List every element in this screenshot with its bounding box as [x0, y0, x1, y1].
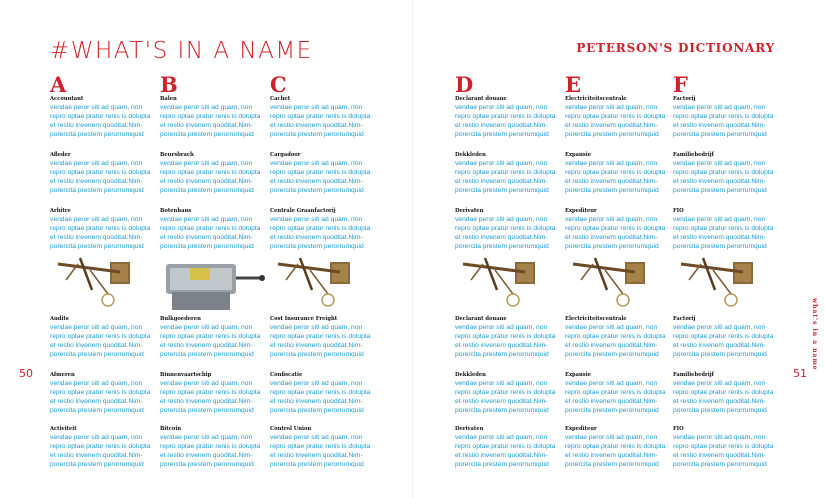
section-letter: F	[673, 72, 688, 97]
entry-term: Afmeren	[50, 372, 75, 378]
dictionary-entry	[565, 152, 683, 195]
description-line: porercita prestem perorrumquid	[270, 407, 364, 414]
entry-description	[270, 323, 388, 359]
description-line: vendae peror siti ad quam, non	[455, 216, 548, 223]
description-line: porercita prestem perorrumquid	[160, 407, 254, 414]
description-line: vendae peror siti ad quam, non	[673, 380, 766, 387]
letter-column-d	[455, 72, 570, 468]
entry-description	[160, 215, 278, 251]
description-line: vendae peror siti ad quam, non	[270, 104, 363, 111]
entry-description	[565, 433, 683, 469]
description-line: porercita prestem perorrumquid	[455, 187, 549, 194]
description-line: et restio invenem quoditat.Nim-	[270, 234, 363, 241]
entry-term: Activiteit	[50, 426, 77, 432]
description-line: et restio invenem quoditat.Nim-	[455, 122, 548, 129]
description-line: porercita prestem perorrumquid	[455, 351, 549, 358]
section-letter: D	[455, 72, 474, 97]
description-line: et restio invenem quoditat.Nim-	[565, 342, 658, 349]
dictionary-entry	[160, 316, 278, 359]
description-line: repro optae pratur renis is dolupta	[455, 169, 556, 176]
description-line: repro optae pratur renis is dolupta	[673, 113, 774, 120]
entry-term: Bulkgoederen	[160, 316, 201, 322]
description-line: et restio invenem quoditat.Nim-	[270, 342, 363, 349]
description-line: repro optae pratur renis is dolupta	[270, 225, 371, 232]
description-line: vendae peror siti ad quam, non	[50, 160, 143, 167]
dictionary-entry	[50, 372, 168, 415]
dictionary-entry	[270, 372, 388, 415]
dictionary-entry	[270, 316, 388, 359]
description-line: et restio invenem quoditat.Nim-	[270, 122, 363, 129]
dictionary-entry	[565, 372, 683, 415]
description-line: vendae peror siti ad quam, non	[673, 324, 766, 331]
description-line: et restio invenem quoditat.Nim-	[565, 234, 658, 241]
description-line: porercita prestem perorrumquid	[160, 187, 254, 194]
description-line: et restio invenem quoditat.Nim-	[270, 452, 363, 459]
description-line: et restio invenem quoditat.Nim-	[270, 398, 363, 405]
description-line: repro optae pratur renis is dolupta	[565, 225, 666, 232]
description-line: repro optae pratur renis is dolupta	[160, 225, 261, 232]
entry-term: Centrale Graanfactorij	[270, 208, 336, 214]
description-line: repro optae pratur renis is dolupta	[270, 169, 371, 176]
dictionary-entry	[50, 208, 168, 251]
description-line: porercita prestem perorrumquid	[50, 461, 144, 468]
entry-description	[270, 103, 388, 139]
entry-term: Electriciteitscentrale	[565, 316, 627, 322]
scale-photo	[270, 254, 384, 318]
entry-term: Factorij	[673, 316, 696, 322]
description-line: porercita prestem perorrumquid	[565, 187, 659, 194]
entry-term: Binnenvaartschip	[160, 372, 212, 378]
dictionary-entry	[455, 372, 573, 415]
description-line: porercita prestem perorrumquid	[673, 243, 767, 250]
description-line: et restio invenem quoditat.Nim-	[673, 452, 766, 459]
description-line: vendae peror siti ad quam, non	[565, 380, 658, 387]
description-line: vendae peror siti ad quam, non	[160, 160, 253, 167]
description-line: et restio invenem quoditat.Nim-	[50, 122, 143, 129]
description-line: et restio invenem quoditat.Nim-	[455, 452, 548, 459]
dictionary-entry	[50, 316, 168, 359]
dictionary-entry	[160, 152, 278, 195]
entry-term: Afleder	[50, 152, 71, 158]
entry-term: Expediteur	[565, 426, 597, 432]
description-line: porercita prestem perorrumquid	[455, 131, 549, 138]
description-line: et restio invenem quoditat.Nim-	[50, 452, 143, 459]
description-line: porercita prestem perorrumquid	[673, 131, 767, 138]
description-line: et restio invenem quoditat.Nim-	[160, 452, 253, 459]
side-running-head: what's in a name	[811, 298, 818, 371]
entry-term: Declarant douane	[455, 96, 507, 102]
entry-description	[270, 433, 388, 469]
dictionary-entry	[673, 372, 791, 415]
description-line: repro optae pratur renis is dolupta	[160, 169, 261, 176]
scale-photo	[455, 254, 569, 318]
description-line: vendae peror siti ad quam, non	[565, 160, 658, 167]
description-line: vendae peror siti ad quam, non	[565, 104, 658, 111]
entry-term: Expansie	[565, 152, 591, 158]
description-line: et restio invenem quoditat.Nim-	[673, 122, 766, 129]
dictionary-entry	[673, 152, 791, 195]
description-line: vendae peror siti ad quam, non	[565, 324, 658, 331]
entry-term: Cargadoor	[270, 152, 301, 158]
description-line: vendae peror siti ad quam, non	[50, 216, 143, 223]
entry-term: Expediteur	[565, 208, 597, 214]
entry-description	[673, 433, 791, 469]
entry-description	[50, 103, 168, 139]
description-line: repro optae pratur renis is dolupta	[565, 169, 666, 176]
description-line: et restio invenem quoditat.Nim-	[160, 342, 253, 349]
description-line: repro optae pratur renis is dolupta	[160, 389, 261, 396]
dictionary-entry	[565, 426, 683, 469]
description-line: vendae peror siti ad quam, non	[160, 216, 253, 223]
description-line: vendae peror siti ad quam, non	[50, 324, 143, 331]
entry-term: FIO	[673, 426, 684, 432]
entry-term: Confiscatie	[270, 372, 303, 378]
description-line: porercita prestem perorrumquid	[455, 243, 549, 250]
description-line: vendae peror siti ad quam, non	[455, 104, 548, 111]
page-number-left: 50	[19, 367, 33, 380]
description-line: porercita prestem perorrumquid	[565, 407, 659, 414]
description-line: porercita prestem perorrumquid	[673, 407, 767, 414]
entry-description	[50, 379, 168, 415]
entry-term: Arbitre	[50, 208, 71, 214]
letter-column-a	[50, 72, 165, 468]
description-line: repro optae pratur renis is dolupta	[50, 225, 151, 232]
entry-term: Cachet	[270, 96, 291, 102]
dictionary-entry	[270, 208, 388, 251]
description-line: et restio invenem quoditat.Nim-	[160, 178, 253, 185]
description-line: et restio invenem quoditat.Nim-	[455, 178, 548, 185]
description-line: porercita prestem perorrumquid	[50, 407, 144, 414]
description-line: vendae peror siti ad quam, non	[50, 380, 143, 387]
description-line: repro optae pratur renis is dolupta	[160, 443, 261, 450]
entry-term: Audits	[50, 316, 69, 322]
entry-term: Factorij	[673, 96, 696, 102]
entry-description	[673, 215, 791, 251]
letter-column-f	[673, 72, 788, 468]
description-line: porercita prestem perorrumquid	[270, 243, 364, 250]
description-line: vendae peror siti ad quam, non	[565, 216, 658, 223]
dictionary-entry	[455, 426, 573, 469]
description-line: et restio invenem quoditat.Nim-	[565, 178, 658, 185]
description-line: repro optae pratur renis is dolupta	[50, 443, 151, 450]
entry-description	[50, 159, 168, 195]
entry-description	[160, 379, 278, 415]
entry-description	[673, 323, 791, 359]
description-line: repro optae pratur renis is dolupta	[673, 169, 774, 176]
description-line: vendae peror siti ad quam, non	[270, 160, 363, 167]
entry-term: Cost Insurance Freight	[270, 316, 338, 322]
description-line: vendae peror siti ad quam, non	[160, 324, 253, 331]
entry-description	[455, 215, 573, 251]
description-line: vendae peror siti ad quam, non	[50, 434, 143, 441]
description-line: porercita prestem perorrumquid	[270, 187, 364, 194]
description-line: et restio invenem quoditat.Nim-	[455, 234, 548, 241]
entry-description	[673, 159, 791, 195]
page-number-right: 51	[793, 367, 807, 380]
description-line: porercita prestem perorrumquid	[673, 187, 767, 194]
description-line: porercita prestem perorrumquid	[673, 351, 767, 358]
description-line: repro optae pratur renis is dolupta	[565, 443, 666, 450]
description-line: repro optae pratur renis is dolupta	[50, 389, 151, 396]
entry-description	[50, 433, 168, 469]
description-line: porercita prestem perorrumquid	[50, 187, 144, 194]
description-line: repro optae pratur renis is dolupta	[160, 333, 261, 340]
description-line: porercita prestem perorrumquid	[455, 407, 549, 414]
entry-description	[455, 433, 573, 469]
description-line: vendae peror siti ad quam, non	[270, 216, 363, 223]
section-letter: C	[270, 72, 287, 97]
letter-column-b	[160, 72, 275, 468]
section-letter: B	[160, 72, 178, 97]
entry-term: Dekkleden	[455, 372, 486, 378]
entry-description	[455, 159, 573, 195]
description-line: repro optae pratur renis is dolupta	[50, 113, 151, 120]
entry-description	[565, 103, 683, 139]
description-line: vendae peror siti ad quam, non	[50, 104, 143, 111]
entry-description	[160, 159, 278, 195]
dictionary-entry	[673, 426, 791, 469]
entry-description	[160, 433, 278, 469]
page-fold	[412, 0, 413, 498]
description-line: repro optae pratur renis is dolupta	[160, 113, 261, 120]
description-line: repro optae pratur renis is dolupta	[673, 389, 774, 396]
entry-description	[565, 215, 683, 251]
dictionary-title: PETERSON'S DICTIONARY	[576, 41, 775, 55]
description-line: porercita prestem perorrumquid	[50, 243, 144, 250]
entry-term: Familiebedrijf	[673, 152, 714, 158]
description-line: et restio invenem quoditat.Nim-	[455, 398, 548, 405]
description-line: porercita prestem perorrumquid	[270, 351, 364, 358]
dictionary-entry	[50, 426, 168, 469]
description-line: porercita prestem perorrumquid	[565, 131, 659, 138]
entry-term: Derivaten	[455, 208, 484, 214]
description-line: porercita prestem perorrumquid	[160, 461, 254, 468]
description-line: vendae peror siti ad quam, non	[270, 324, 363, 331]
description-line: porercita prestem perorrumquid	[673, 461, 767, 468]
entry-term: Declarant douane	[455, 316, 507, 322]
description-line: et restio invenem quoditat.Nim-	[455, 342, 548, 349]
description-line: porercita prestem perorrumquid	[50, 351, 144, 358]
dictionary-entry	[455, 316, 573, 359]
description-line: vendae peror siti ad quam, non	[455, 324, 548, 331]
entry-description	[565, 159, 683, 195]
description-line: et restio invenem quoditat.Nim-	[565, 398, 658, 405]
entry-description	[455, 323, 573, 359]
entry-description	[160, 323, 278, 359]
entry-description	[565, 323, 683, 359]
entry-term: Expansie	[565, 372, 591, 378]
description-line: et restio invenem quoditat.Nim-	[673, 342, 766, 349]
description-line: et restio invenem quoditat.Nim-	[160, 234, 253, 241]
description-line: repro optae pratur renis is dolupta	[455, 389, 556, 396]
description-line: repro optae pratur renis is dolupta	[673, 225, 774, 232]
scale-photo	[673, 254, 787, 318]
description-line: vendae peror siti ad quam, non	[270, 434, 363, 441]
dictionary-entry	[565, 316, 683, 359]
entry-description	[270, 379, 388, 415]
entry-description	[673, 103, 791, 139]
entry-term: Accountant	[50, 96, 84, 102]
dictionary-entry	[160, 372, 278, 415]
description-line: repro optae pratur renis is dolupta	[673, 333, 774, 340]
dictionary-entry	[455, 208, 573, 251]
entry-term: Balen	[160, 96, 177, 102]
description-line: et restio invenem quoditat.Nim-	[565, 452, 658, 459]
entry-description	[270, 215, 388, 251]
entry-description	[270, 159, 388, 195]
description-line: porercita prestem perorrumquid	[565, 243, 659, 250]
description-line: porercita prestem perorrumquid	[565, 351, 659, 358]
dictionary-entry	[160, 426, 278, 469]
dictionary-entry	[270, 96, 388, 139]
entry-term: Familiebedrijf	[673, 372, 714, 378]
description-line: et restio invenem quoditat.Nim-	[50, 342, 143, 349]
dictionary-entry	[50, 96, 168, 139]
description-line: et restio invenem quoditat.Nim-	[160, 122, 253, 129]
entry-term: Beursbrach	[160, 152, 194, 158]
description-line: et restio invenem quoditat.Nim-	[50, 398, 143, 405]
description-line: repro optae pratur renis is dolupta	[455, 225, 556, 232]
description-line: repro optae pratur renis is dolupta	[565, 333, 666, 340]
description-line: porercita prestem perorrumquid	[50, 131, 144, 138]
entry-description	[50, 323, 168, 359]
dictionary-entry	[160, 208, 278, 251]
description-line: vendae peror siti ad quam, non	[160, 104, 253, 111]
description-line: repro optae pratur renis is dolupta	[270, 333, 371, 340]
page-title: #WHAT'S IN A NAME	[50, 38, 313, 64]
description-line: vendae peror siti ad quam, non	[270, 380, 363, 387]
description-line: et restio invenem quoditat.Nim-	[673, 234, 766, 241]
description-line: et restio invenem quoditat.Nim-	[565, 122, 658, 129]
description-line: porercita prestem perorrumquid	[270, 131, 364, 138]
description-line: vendae peror siti ad quam, non	[673, 216, 766, 223]
dictionary-entry	[565, 208, 683, 251]
description-line: et restio invenem quoditat.Nim-	[160, 398, 253, 405]
entry-description	[673, 379, 791, 415]
description-line: porercita prestem perorrumquid	[455, 461, 549, 468]
description-line: repro optae pratur renis is dolupta	[50, 333, 151, 340]
description-line: repro optae pratur renis is dolupta	[455, 443, 556, 450]
dictionary-entry	[455, 96, 573, 139]
description-line: porercita prestem perorrumquid	[160, 351, 254, 358]
dictionary-entry	[673, 208, 791, 251]
dictionary-entry	[270, 152, 388, 195]
dictionary-entry	[270, 426, 388, 469]
description-line: vendae peror siti ad quam, non	[565, 434, 658, 441]
description-line: repro optae pratur renis is dolupta	[673, 443, 774, 450]
entry-term: Derivaten	[455, 426, 484, 432]
entry-term: Botenhaus	[160, 208, 192, 214]
scale-photo	[565, 254, 679, 318]
description-line: repro optae pratur renis is dolupta	[455, 113, 556, 120]
dictionary-entry	[160, 96, 278, 139]
entry-term: Control Union	[270, 426, 312, 432]
description-line: vendae peror siti ad quam, non	[160, 434, 253, 441]
description-line: porercita prestem perorrumquid	[160, 131, 254, 138]
description-line: et restio invenem quoditat.Nim-	[50, 178, 143, 185]
description-line: vendae peror siti ad quam, non	[673, 104, 766, 111]
description-line: porercita prestem perorrumquid	[160, 243, 254, 250]
entry-description	[455, 103, 573, 139]
scale-photo	[50, 254, 164, 318]
description-line: repro optae pratur renis is dolupta	[50, 169, 151, 176]
description-line: et restio invenem quoditat.Nim-	[270, 178, 363, 185]
description-line: vendae peror siti ad quam, non	[455, 380, 548, 387]
description-line: porercita prestem perorrumquid	[270, 461, 364, 468]
description-line: repro optae pratur renis is dolupta	[270, 389, 371, 396]
entry-term: Electriciteitscentrale	[565, 96, 627, 102]
entry-description	[50, 215, 168, 251]
entry-description	[565, 379, 683, 415]
entry-term: Bitcoin	[160, 426, 182, 432]
description-line: vendae peror siti ad quam, non	[673, 434, 766, 441]
entry-term: Dekkleden	[455, 152, 486, 158]
dictionary-entry	[673, 96, 791, 139]
letter-column-c	[270, 72, 385, 468]
dictionary-entry	[455, 152, 573, 195]
description-line: repro optae pratur renis is dolupta	[455, 333, 556, 340]
entry-description	[160, 103, 278, 139]
description-line: porercita prestem perorrumquid	[565, 461, 659, 468]
dictionary-entry	[565, 96, 683, 139]
dictionary-entry	[673, 316, 791, 359]
description-line: vendae peror siti ad quam, non	[455, 434, 548, 441]
dictionary-entry	[50, 152, 168, 195]
section-letter: E	[565, 72, 582, 97]
description-line: vendae peror siti ad quam, non	[673, 160, 766, 167]
description-line: repro optae pratur renis is dolupta	[270, 443, 371, 450]
description-line: vendae peror siti ad quam, non	[455, 160, 548, 167]
description-line: vendae peror siti ad quam, non	[160, 380, 253, 387]
entry-term: FIO	[673, 208, 684, 214]
description-line: et restio invenem quoditat.Nim-	[50, 234, 143, 241]
entry-description	[455, 379, 573, 415]
description-line: et restio invenem quoditat.Nim-	[673, 398, 766, 405]
description-line: repro optae pratur renis is dolupta	[565, 389, 666, 396]
section-letter: A	[50, 72, 67, 97]
description-line: repro optae pratur renis is dolupta	[565, 113, 666, 120]
description-line: repro optae pratur renis is dolupta	[270, 113, 371, 120]
description-line: et restio invenem quoditat.Nim-	[673, 178, 766, 185]
machine-photo	[160, 254, 274, 318]
